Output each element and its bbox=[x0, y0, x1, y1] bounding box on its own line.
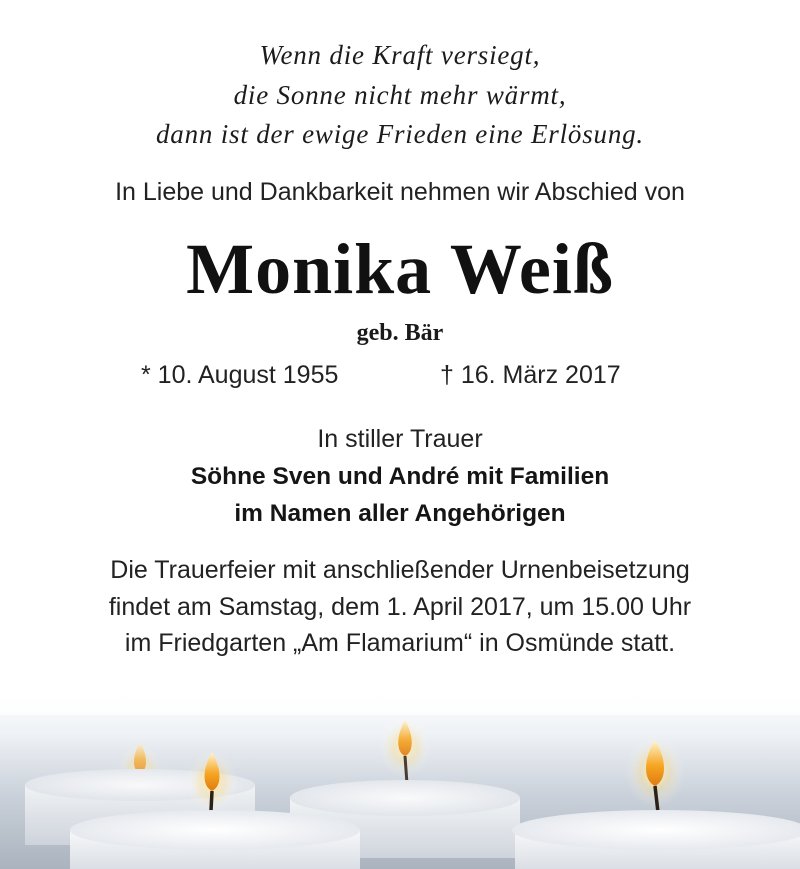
funeral-info-line-1: Die Trauerfeier mit anschließender Urnenbeisetzung bbox=[110, 556, 690, 584]
farewell-intro: In Liebe und Dankbarkeit nehmen wir Abschied von bbox=[115, 178, 685, 206]
life-dates bbox=[0, 361, 800, 395]
birth-date: * 10. August 1955 bbox=[141, 361, 339, 389]
mourners-line-2: im Namen aller Angehörigen bbox=[234, 500, 566, 527]
mourning-intro: In stiller Trauer bbox=[317, 425, 483, 453]
poem-line-2: die Sonne nicht mehr wärmt, bbox=[233, 80, 567, 110]
funeral-info-line-2: findet am Samstag, dem 1. April 2017, um 15.00 Uhr bbox=[108, 593, 692, 621]
candles-photo bbox=[0, 690, 800, 869]
mourners-line-1: Söhne Sven und André mit Familien bbox=[190, 463, 610, 490]
poem-line-1: Wenn die Kraft versiegt, bbox=[259, 40, 541, 70]
poem-line-3: dann ist der ewige Frieden eine Erlösung. bbox=[156, 119, 644, 149]
funeral-info-line-3: im Friedgarten „Am Flamarium“ in Osmünde statt. bbox=[124, 629, 676, 657]
deceased-name: Monika Weiß bbox=[186, 229, 614, 309]
death-date: † 16. März 2017 bbox=[440, 361, 621, 389]
maiden-name: geb. Bär bbox=[356, 320, 444, 346]
